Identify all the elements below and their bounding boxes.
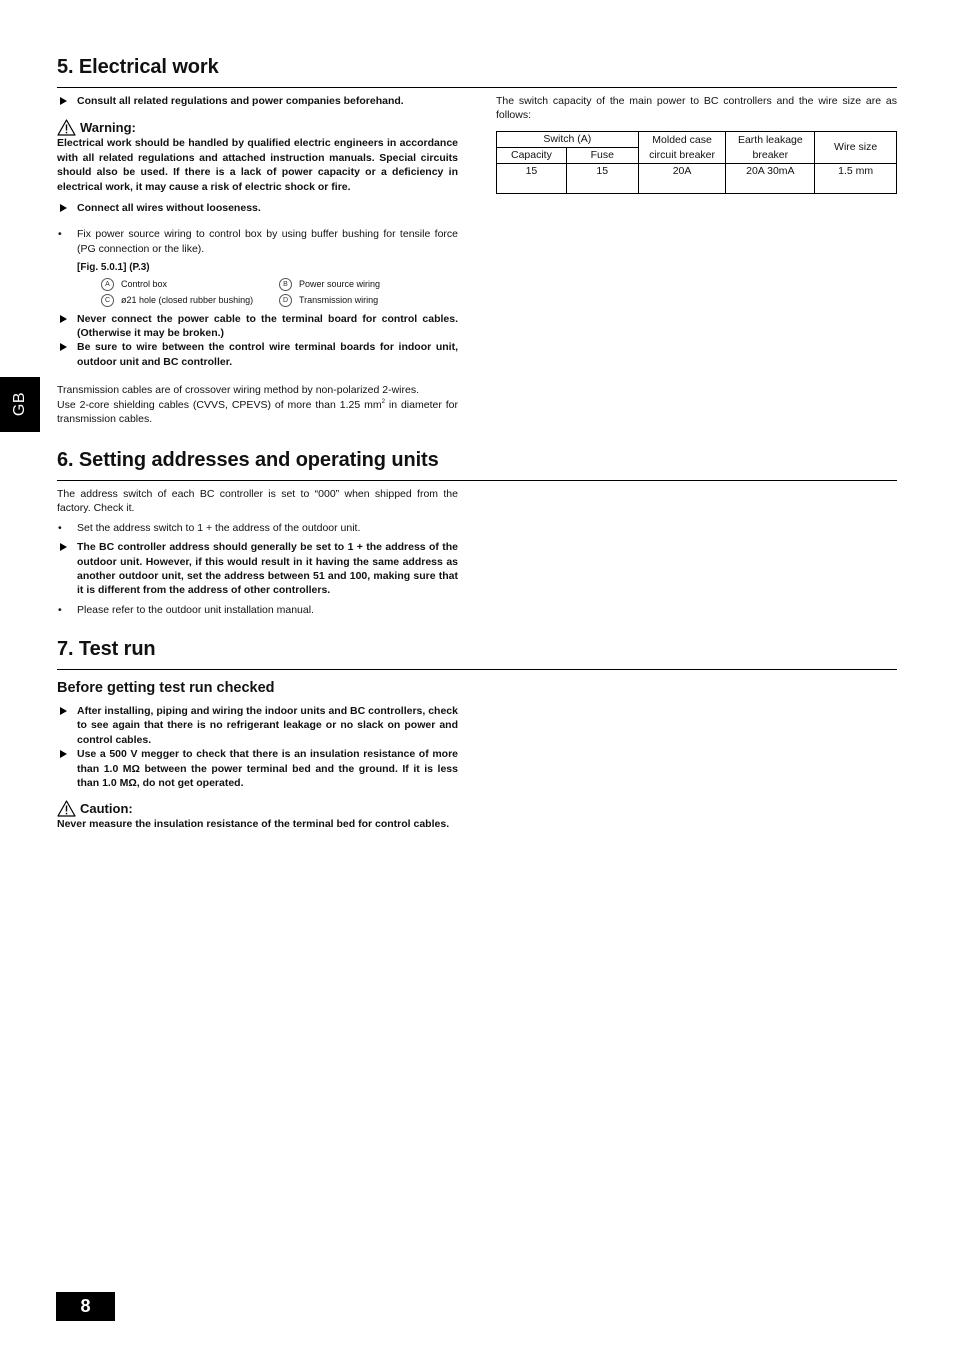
fuse-cell: 15 <box>566 164 638 194</box>
after-installing-item: After installing, piping and wiring the indoor units and BC controllers, check to see again that there is no refrigerant leakage or no slack on power and control cables. <box>57 704 458 747</box>
section-7-column <box>57 679 458 832</box>
transmission-text-2: Use 2-core shielding cables (CVVS, CPEVS) of more than 1.25 $mm^2$ in diameter for transmission cables. <box>57 398 458 426</box>
switch-header: Switch (A) <box>497 132 639 148</box>
legend-item-d: D Transmission wiring <box>279 292 449 308</box>
section-6-rule <box>57 480 897 481</box>
arrow-bullet-icon <box>60 97 67 105</box>
set-switch-item: • Set the address switch to 1 + the address of the outdoor unit. <box>58 521 361 534</box>
connect-wires-item: Connect all wires without looseness. <box>57 201 458 215</box>
fix-power-item: • Fix power source wiring to control box by using buffer bushing for tensile force (PG connection or the like). <box>58 228 458 255</box>
address-intro: The address switch of each BC controller is set to “000” when shipped from the factory. Check it. <box>57 488 458 515</box>
consult-item: Consult all related regulations and power companies beforehand. <box>57 94 458 108</box>
transmission-text-1: Transmission cables are of crossover wiring method by non-polarized 2-wires. <box>57 384 420 397</box>
bullet-dot-icon: • <box>58 603 62 616</box>
section-5-rule <box>57 87 897 88</box>
section-6-title: 6. Setting addresses and operating units <box>57 449 439 471</box>
table-row <box>497 164 897 194</box>
legend-item-b: B Power source wiring <box>279 276 449 292</box>
be-sure-item: Be sure to wire between the control wire terminal boards for indoor unit, outdoor unit and BC controller. <box>57 340 458 369</box>
capacity-header: Capacity <box>497 148 567 164</box>
bullet-dot-icon: • <box>58 521 62 534</box>
fuse-header: Fuse <box>566 148 638 164</box>
section-6-column <box>57 487 458 617</box>
caution-text: Never measure the insulation resistance of the terminal bed for control cables. <box>57 818 450 831</box>
arrow-bullet-icon <box>60 343 67 351</box>
bullet-dot-icon: • <box>58 228 62 241</box>
section-5-title: 5. Electrical work <box>57 56 219 78</box>
earth-leakage-header: Earth leakage breaker <box>726 132 815 164</box>
wire-cell: 1.5 mm <box>815 164 897 194</box>
wire-size-header: Wire size <box>815 132 897 164</box>
warning-triangle-icon <box>57 119 76 136</box>
warning-heading: Warning: <box>57 119 458 136</box>
capacity-cell: 15 <box>497 164 567 194</box>
figure-reference: [Fig. 5.0.1] (P.3) <box>77 262 150 274</box>
arrow-bullet-icon <box>60 315 67 323</box>
caution-triangle-icon <box>57 800 76 817</box>
bc-address-item: The BC controller address should generally be set to 1 + the address of the outdoor unit. However, if this would result in it having the same address as another outdoor unit, set the address between 51 and 100, making sure that it is different from the address of other controllers. <box>57 540 458 598</box>
warning-text: Electrical work should be handled by qualified electric engineers in accordance with all related regulations and attached instruction manuals. Special circuits should also be used. If there is a lack of power capacity or a deficiency in electrical work, it may cause a risk of electric shock or fire. <box>57 137 458 193</box>
switch-capacity-table <box>496 131 897 194</box>
figure-legend <box>101 276 458 308</box>
section-7-rule <box>57 669 897 670</box>
megger-item: Use a 500 V megger to check that there is an insulation resistance of more than 1.0 MΩ between the power terminal bed and the ground. If it is less than 1.0 MΩ, do not get operated. <box>57 747 458 790</box>
caution-heading: Caution: <box>57 800 458 817</box>
arrow-bullet-icon <box>60 707 67 715</box>
arrow-bullet-icon <box>60 543 67 551</box>
test-run-subtitle: Before getting test run checked <box>57 680 275 696</box>
earth-cell: 20A 30mA <box>726 164 815 194</box>
molded-cell: 20A <box>638 164 726 194</box>
arrow-bullet-icon <box>60 750 67 758</box>
section-5-left-column <box>57 94 458 427</box>
language-side-tab: GB <box>0 377 40 432</box>
refer-item: • Please refer to the outdoor unit installation manual. <box>58 603 314 616</box>
section-7-title: 7. Test run <box>57 638 156 660</box>
arrow-bullet-icon <box>60 204 67 212</box>
legend-item-c: C ø21 hole (closed rubber bushing) <box>101 292 279 308</box>
switch-capacity-intro: The switch capacity of the main power to BC controllers and the wire size are as follows: <box>496 95 897 122</box>
page-number: 8 <box>56 1292 115 1321</box>
never-connect-item: Never connect the power cable to the terminal board for control cables. (Otherwise it may be broken.) <box>57 312 458 341</box>
molded-case-header: Molded case circuit breaker <box>638 132 726 164</box>
legend-item-a: A Control box <box>101 276 279 292</box>
